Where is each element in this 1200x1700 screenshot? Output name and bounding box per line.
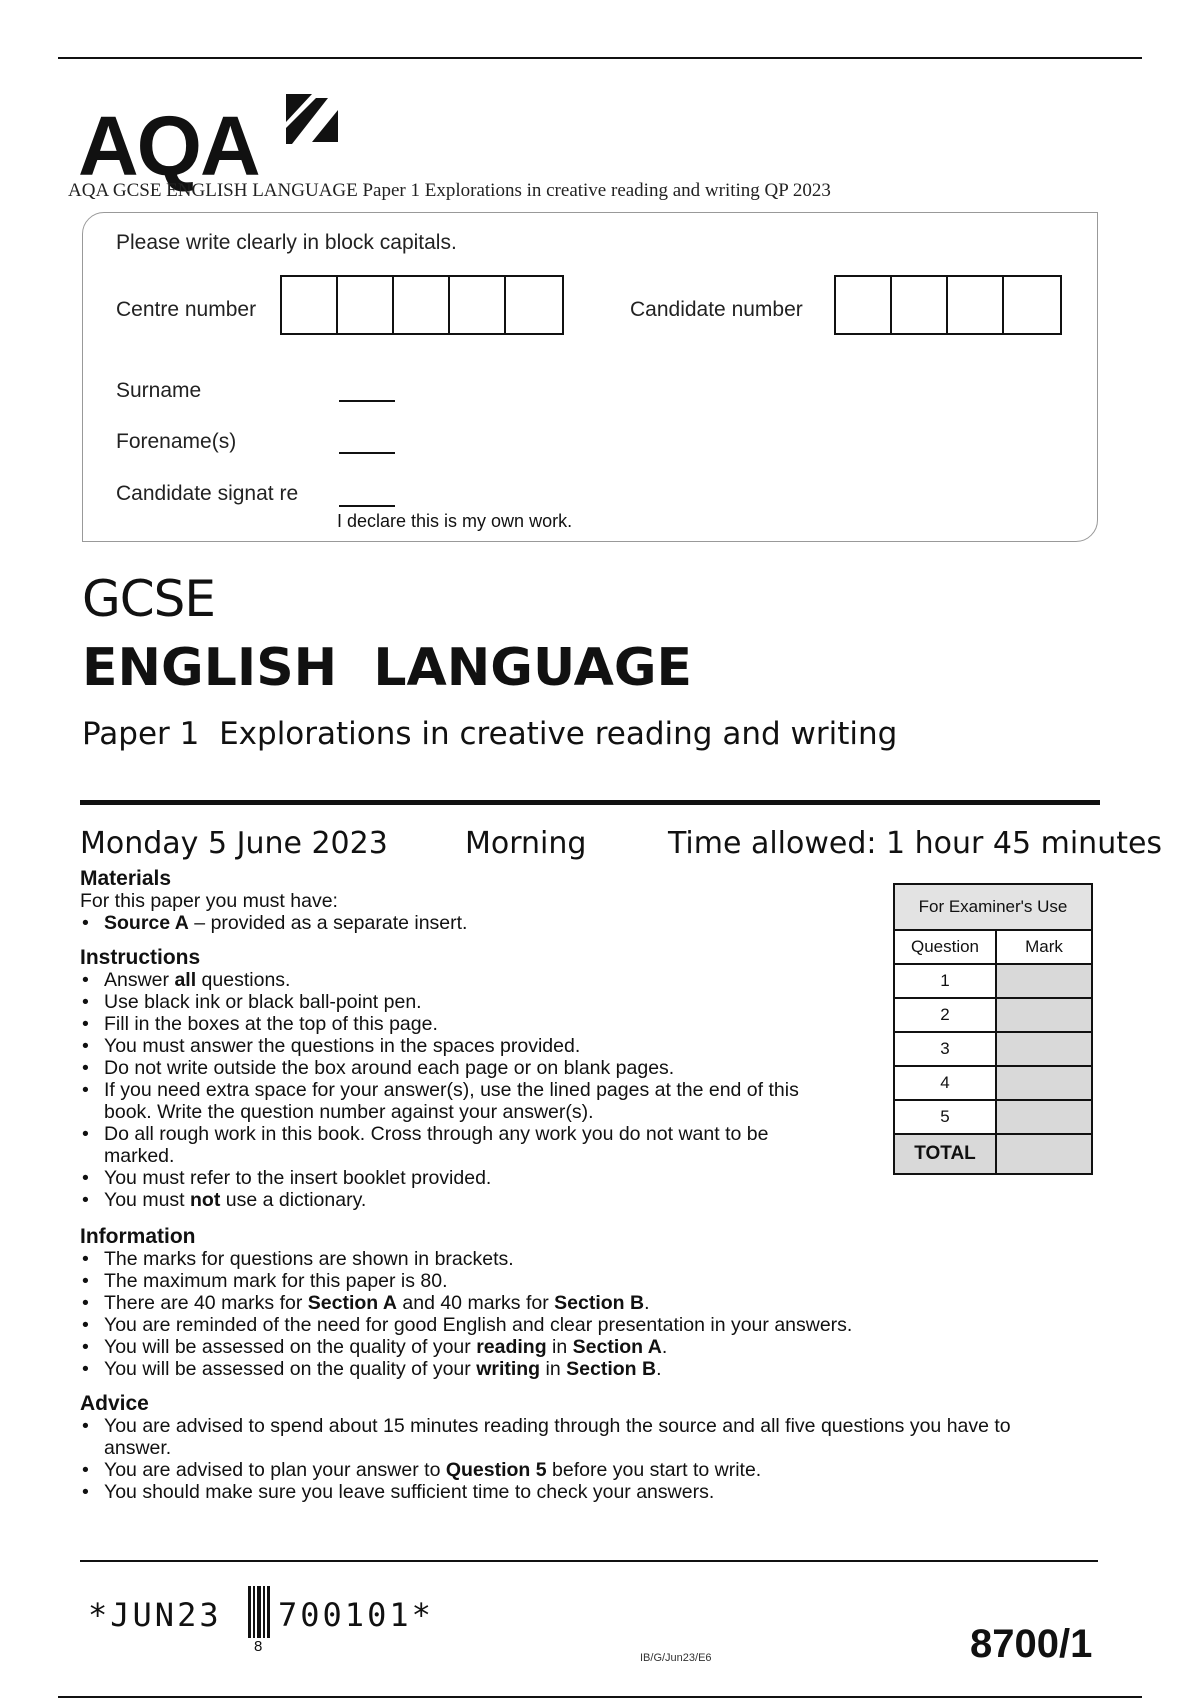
list-item: • The maximum mark for this paper is 80.	[80, 1270, 1100, 1292]
document-reference: IB/G/Jun23/E6	[640, 1652, 712, 1664]
list-item: • You will be assessed on the quality of your reading in Section A.	[80, 1336, 1100, 1358]
barcode-text-right: 700101*	[278, 1596, 434, 1634]
list-item: • The marks for questions are shown in brackets.	[80, 1248, 1100, 1270]
mark-cell[interactable]	[996, 1100, 1092, 1134]
forenames-label: Forename(s)	[116, 430, 237, 453]
footer-rule	[80, 1560, 1098, 1562]
barcode-check-digit: 8	[254, 1638, 263, 1655]
question-number: 2	[894, 998, 996, 1032]
examiner-table-title: For Examiner's Use	[894, 884, 1092, 930]
paper-title: Paper 1 Explorations in creative reading and writing	[82, 716, 898, 752]
table-row	[894, 1100, 1092, 1134]
title-rule	[80, 800, 1100, 805]
list-item: • You will be assessed on the quality of your writing in Section B.	[80, 1358, 1100, 1380]
list-item: • You are advised to plan your answer to Question 5 before you start to write.	[80, 1459, 1080, 1481]
list-item: • You should make sure you leave sufficient time to check your answers.	[80, 1481, 1080, 1503]
centre-number-digit[interactable]	[394, 277, 450, 333]
barcode-text-left: *JUN23	[88, 1596, 222, 1634]
list-item: • You must refer to the insert booklet provided.	[80, 1167, 840, 1189]
question-column-header: Question	[894, 930, 996, 964]
mark-cell[interactable]	[996, 998, 1092, 1032]
question-number: 5	[894, 1100, 996, 1134]
list-item: • Use black ink or black ball-point pen.	[80, 991, 840, 1013]
examiner-use-table	[893, 883, 1093, 1175]
time-allowed: Time allowed: 1 hour 45 minutes	[668, 826, 1163, 861]
subject-title: ENGLISH LANGUAGE	[82, 638, 693, 698]
centre-number-digit[interactable]	[450, 277, 506, 333]
list-item: • Do not write outside the box around each page or on blank pages.	[80, 1057, 840, 1079]
exam-session: Morning	[465, 826, 587, 861]
candidate-number-digit[interactable]	[836, 277, 892, 333]
centre-number-label: Centre number	[116, 298, 257, 321]
list-item: • There are 40 marks for Section A and 40 marks for Section B.	[80, 1292, 1100, 1314]
advice-heading: Advice	[80, 1392, 149, 1415]
list-item: • Fill in the boxes at the top of this page.	[80, 1013, 840, 1035]
list-item: • Answer all questions.	[80, 969, 840, 991]
forenames-field[interactable]	[339, 452, 395, 454]
materials-heading: Materials	[80, 867, 172, 890]
mark-cell[interactable]	[996, 1066, 1092, 1100]
candidate-number-label: Candidate number	[630, 298, 803, 321]
list-item: • You are reminded of the need for good English and clear presentation in your answers.	[80, 1314, 1100, 1336]
question-number: 1	[894, 964, 996, 998]
advice-section	[80, 1415, 1080, 1503]
qualification-title: GCSE	[82, 570, 215, 628]
table-row	[894, 998, 1092, 1032]
list-item: • You are advised to spend about 15 minutes reading through the source and all five questions you have to answer.	[80, 1415, 1074, 1459]
total-row	[894, 1134, 1092, 1174]
declaration-text: I declare this is my own work.	[337, 511, 573, 531]
mark-cell[interactable]	[996, 1032, 1092, 1066]
barcode	[88, 1586, 488, 1656]
mark-cell[interactable]	[996, 964, 1092, 998]
barcode-bars-icon	[248, 1586, 274, 1638]
instructions-heading: Instructions	[80, 946, 201, 969]
total-mark-cell[interactable]	[996, 1134, 1092, 1174]
block-capitals-instruction: Please write clearly in block capitals.	[116, 231, 457, 254]
list-item: • You must answer the questions in the spaces provided.	[80, 1035, 840, 1057]
candidate-number-field[interactable]	[834, 275, 1062, 335]
paper-code: 8700/1	[970, 1622, 1093, 1666]
list-item: • If you need extra space for your answer(s), use the lined pages at the end of this book. Write the question number against your answer(s).	[80, 1079, 824, 1123]
table-row	[894, 1032, 1092, 1066]
list-item: • Source A – provided as a separate insert.	[80, 912, 840, 934]
candidate-number-digit[interactable]	[892, 277, 948, 333]
aqa-logo	[78, 99, 348, 193]
materials-section	[80, 890, 840, 934]
document-caption: AQA GCSE ENGLISH LANGUAGE Paper 1 Explorations in creative reading and writing QP 2023	[68, 180, 831, 201]
table-row	[894, 1066, 1092, 1100]
centre-number-digit[interactable]	[282, 277, 338, 333]
list-item: • You must not use a dictionary.	[80, 1189, 840, 1211]
total-label: TOTAL	[894, 1134, 996, 1174]
question-number: 3	[894, 1032, 996, 1066]
bottom-rule	[58, 1696, 1142, 1698]
surname-field[interactable]	[339, 400, 395, 402]
mark-column-header: Mark	[996, 930, 1092, 964]
candidate-number-digit[interactable]	[948, 277, 1004, 333]
top-rule	[58, 57, 1142, 59]
centre-number-digit[interactable]	[506, 277, 562, 333]
signature-field[interactable]	[339, 505, 395, 507]
instructions-section	[80, 969, 840, 1211]
logo-mark-icon	[282, 92, 342, 152]
candidate-number-digit[interactable]	[1004, 277, 1060, 333]
signature-label: Candidate signat re	[116, 482, 299, 505]
list-item: • Do all rough work in this book. Cross through any work you do not want to be marked.	[80, 1123, 824, 1167]
logo-wordmark: AQA	[78, 99, 259, 193]
centre-number-field[interactable]	[280, 275, 564, 335]
surname-label: Surname	[116, 379, 202, 402]
centre-number-digit[interactable]	[338, 277, 394, 333]
information-heading: Information	[80, 1225, 196, 1248]
question-number: 4	[894, 1066, 996, 1100]
table-row	[894, 964, 1092, 998]
exam-date: Monday 5 June 2023	[80, 826, 388, 861]
information-section	[80, 1248, 1100, 1380]
materials-intro: For this paper you must have:	[80, 890, 338, 912]
